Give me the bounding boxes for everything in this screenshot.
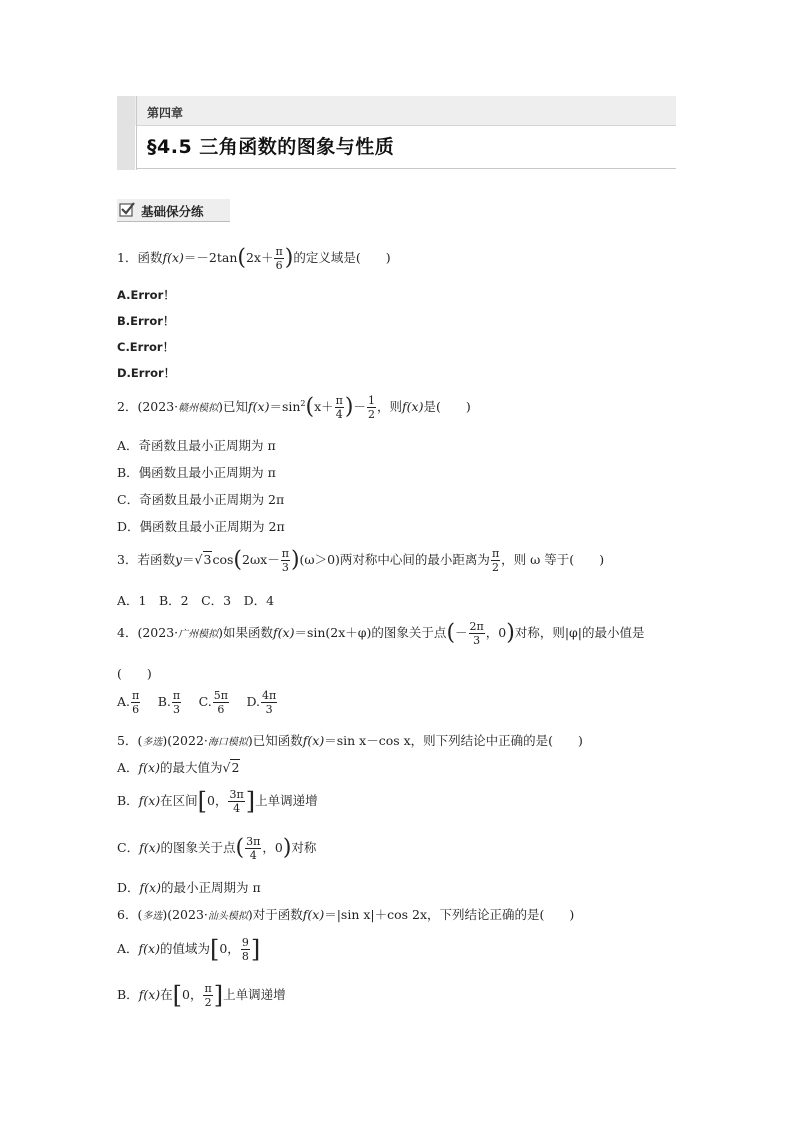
q4-opt-d-frac: [261, 690, 277, 715]
q2-sup: 2: [300, 398, 306, 408]
q6-num2: )(2023·: [162, 907, 208, 922]
header-vertical-rule: [136, 96, 137, 170]
q3-frac2-num: π: [491, 547, 500, 560]
q4-opt-a: A.: [117, 694, 131, 709]
q6-mid: )对于函数: [247, 907, 303, 922]
header-band: [117, 96, 676, 126]
sqrt-icon: √: [222, 760, 231, 775]
q3-frac2-den: 2: [492, 561, 500, 574]
q4-fx: f(x): [273, 625, 295, 640]
q4-frac: [469, 621, 485, 646]
q2-fx-2: f(x): [402, 399, 424, 414]
q2-tail: ，则: [377, 399, 403, 414]
q6-a-den: 8: [241, 950, 249, 963]
q4-options: [117, 690, 278, 715]
q2-frac-num: π: [335, 394, 343, 407]
q6-b-den: 2: [204, 996, 212, 1009]
q5-b-tail: 上单调递增: [255, 793, 318, 808]
q5-option-c: [117, 836, 316, 861]
q6-a-num: 9: [241, 936, 249, 949]
q6-a-pre: A．: [117, 941, 139, 956]
q5-num: 5．(: [117, 733, 143, 748]
q5-b-fx: f(x): [138, 793, 161, 808]
q1-option-d: D.Error！: [117, 366, 176, 380]
q5-b-frac: [228, 789, 244, 814]
q3-frac-num: π: [281, 547, 289, 560]
q5-expr: ＝sin x－cos x，则下列结论中正确的是( ): [324, 733, 583, 748]
q3-prefix: 3．若函数: [117, 552, 175, 567]
q6-b-txt: 在: [160, 987, 173, 1002]
q5-c-fx: f(x): [139, 840, 161, 855]
header-divider: [137, 125, 676, 126]
q4-opt-b-den: 3: [173, 703, 181, 716]
q1-rparen: ): [284, 245, 294, 271]
q4-opt-c: C.: [198, 694, 212, 709]
q2-fx: f(x): [248, 399, 270, 414]
q5-c-lparen: (: [235, 835, 245, 861]
q1-fx: f(x): [162, 250, 184, 265]
q5-d-txt: 的最小正周期为 π: [160, 880, 261, 895]
question-5: [117, 731, 583, 749]
q6-fx: f(x): [302, 907, 325, 922]
q5-mid: )已知函数: [247, 733, 303, 748]
q4-lparen: (: [446, 620, 456, 646]
q4-frac-num: 2π: [469, 620, 484, 633]
q6-b-fx: f(x): [138, 987, 161, 1002]
q5-a-pre: A．: [117, 760, 139, 775]
chapter-header: [117, 96, 676, 170]
q3-frac-den: 3: [281, 561, 289, 574]
q3-radicand: 3: [203, 552, 212, 567]
q5-source2: 海口模拟: [207, 737, 248, 748]
q4-opt-d-num: 4π: [262, 689, 277, 702]
q6-num: 6．(: [117, 907, 143, 922]
section-title: §4.5 三角函数的图象与性质: [147, 136, 395, 158]
q3-cond: (ω＞0)两对称中心间的最小距离为: [299, 552, 490, 567]
q4-opt-c-den: 6: [217, 703, 225, 716]
q2-minus: －: [353, 399, 367, 414]
q1-frac-num: π: [275, 245, 283, 258]
q4-opt-c-frac: [213, 690, 229, 715]
q3-rparen: ): [290, 547, 300, 573]
q4-opt-a-den: 6: [132, 703, 140, 716]
q5-a-fx: f(x): [138, 760, 160, 775]
q5-c-tail: 对称: [291, 840, 317, 855]
q2-num: 2．(2023·: [117, 399, 179, 414]
q6-expr: ＝|sin x|＋cos 2x，下列结论正确的是( ): [324, 907, 575, 922]
q6-b-rbracket: ]: [213, 981, 224, 1010]
q1-inner: 2x＋: [245, 250, 274, 265]
q3-options: A．1 B．2 C．3 D．4: [117, 593, 275, 608]
q5-num2: )(2022·: [162, 733, 208, 748]
q5-b-zero: 0，: [207, 793, 228, 808]
q2-frac-den: 4: [335, 408, 343, 421]
q1-frac-den: 6: [275, 259, 283, 272]
q4-paren: ( ): [117, 666, 152, 681]
q5-b-den: 4: [233, 802, 241, 815]
q1-option-c: C.Error！: [117, 340, 175, 354]
q6-b-zero: 0，: [182, 987, 203, 1002]
q5-option-a: [117, 758, 240, 776]
q5-c-zero: ，0: [262, 840, 283, 855]
q4-opt-c-num: 5π: [213, 689, 228, 702]
q2-tail2: 是( ): [423, 399, 471, 414]
q4-opt-b-frac: [172, 690, 181, 715]
q5-c-den: 4: [249, 849, 257, 862]
q1-option-a: A.Error！: [117, 288, 175, 302]
q3-lparen: (: [233, 547, 242, 573]
q2-expr: ＝sin: [269, 399, 301, 414]
q5-c-rparen: ): [282, 835, 292, 861]
q6-a-lbracket: [: [209, 935, 220, 964]
q2-option-d: D．偶函数且最小正周期为 2π: [117, 519, 285, 534]
header-bottom-rule: [137, 168, 676, 169]
q3-eq: ＝: [182, 552, 195, 567]
q4-opt-b: B.: [157, 694, 171, 709]
q6-source2: 汕头模拟: [207, 911, 248, 922]
q4-rparen: ): [506, 620, 515, 646]
q4-num: 4．(2023·: [117, 625, 179, 640]
question-4: [117, 621, 645, 646]
q5-c-num: 3π: [246, 835, 261, 848]
q5-c-pre: C．: [117, 840, 140, 855]
q6-a-zero: 0，: [219, 941, 240, 956]
sqrt-icon: √: [194, 552, 203, 567]
q2-frac2-num: 1: [368, 394, 376, 407]
q1-prefix: 1．函数: [117, 250, 163, 265]
q3-inner: 2ωx－: [242, 552, 280, 567]
q4-opt-a-num: π: [132, 689, 140, 702]
q1-suffix: 的定义域是( ): [293, 250, 391, 265]
header-side-band: [117, 96, 135, 170]
q1-expr: ＝－2tan: [183, 250, 238, 265]
q5-c-txt: 的图象关于点: [160, 840, 236, 855]
question-1: [117, 246, 391, 271]
q4-neg: －: [455, 625, 468, 640]
question-3: [117, 548, 604, 573]
q2-frac2: [367, 395, 376, 420]
q6-a-fx: f(x): [138, 941, 160, 956]
q2-option-b: B．偶函数且最小正周期为 π: [117, 465, 276, 480]
q6-b-pre: B．: [117, 987, 139, 1002]
q2-mid: )已知: [218, 399, 249, 414]
checkbox-check-icon: [119, 201, 135, 217]
q1-lparen: (: [237, 245, 246, 271]
q2-inner: x＋: [314, 399, 334, 414]
q2-lparen: (: [305, 394, 315, 420]
q6-b-tail: 上单调递增: [223, 987, 286, 1002]
q5-option-d: [117, 878, 261, 896]
q2-option-c: C．奇函数且最小正周期为 2π: [117, 492, 285, 507]
q5-fx: f(x): [302, 733, 325, 748]
q2-source: 赣州模拟: [178, 403, 219, 414]
q5-a-txt: 的最大值为: [159, 760, 223, 775]
q4-tail: 对称，则|φ|的最小值是: [514, 625, 645, 640]
q6-b-lbracket: [: [172, 981, 183, 1010]
practice-badge: [117, 199, 230, 222]
q3-cos: cos: [212, 552, 234, 567]
q6-b-num: π: [204, 982, 212, 995]
q2-option-a: A．奇函数且最小正周期为 π: [117, 438, 276, 453]
q3-y: y: [174, 552, 183, 567]
q4-opt-d: D.: [246, 694, 260, 709]
q5-b-rbracket: ]: [245, 787, 256, 816]
question-2: [117, 395, 471, 420]
q2-frac: [335, 395, 344, 420]
q5-a-radicand: 2: [231, 760, 240, 775]
q6-a-txt: 的值域为: [159, 941, 210, 956]
q6-option-a: [117, 937, 260, 962]
q6-option-b: [117, 983, 286, 1008]
q5-d-fx: f(x): [139, 880, 161, 895]
q1-option-b: B.Error！: [117, 314, 175, 328]
q2-rparen: ): [344, 394, 354, 420]
q4-expr: ＝sin(2x＋φ)的图象关于点: [294, 625, 447, 640]
q4-opt-b-num: π: [172, 689, 181, 702]
q5-c-frac: [245, 836, 261, 861]
badge-label: 基础保分练: [141, 204, 204, 219]
q5-b-pre: B．: [117, 793, 139, 808]
q3-tail: ，则 ω 等于( ): [501, 552, 605, 567]
q4-frac-den: 3: [473, 634, 481, 647]
q4-opt-a-frac: [131, 690, 140, 715]
q5-source: 多选: [142, 737, 163, 748]
question-6: [117, 905, 574, 923]
q4-opt-d-den: 3: [265, 703, 273, 716]
q5-b-lbracket: [: [197, 787, 208, 816]
q3-frac2: [491, 548, 500, 573]
q3-frac: [281, 548, 290, 573]
q1-frac: [274, 246, 283, 271]
q5-d-pre: D．: [117, 880, 140, 895]
q4-mid: )如果函数: [218, 625, 274, 640]
q4-source: 广州模拟: [178, 629, 219, 640]
q5-b-txt: 在区间: [160, 793, 198, 808]
q6-a-rbracket: ]: [250, 935, 261, 964]
q6-source: 多选: [142, 911, 163, 922]
q4-zero: ，0: [485, 625, 507, 640]
q5-option-b: [117, 789, 318, 814]
chapter-label: 第四章: [147, 106, 184, 120]
q6-b-frac: [203, 983, 212, 1008]
q6-a-frac: [241, 937, 250, 962]
q2-frac2-den: 2: [368, 408, 376, 421]
q5-b-num: 3π: [229, 788, 244, 801]
